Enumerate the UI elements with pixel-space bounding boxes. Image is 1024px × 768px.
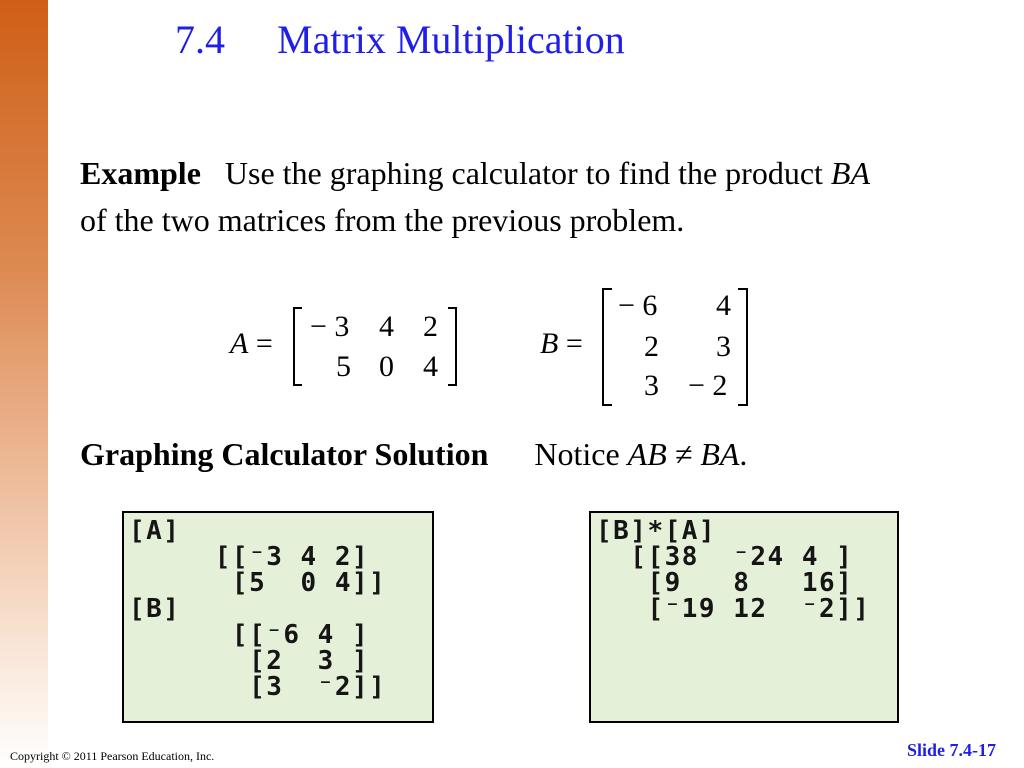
calc-line: [B]*[A] [596,516,717,546]
matrix-b-cell: 2 [644,330,659,363]
matrix-a-cell: 4 [423,350,438,383]
example-text-before: Use the graphing calculator to find the product [224,155,831,191]
matrix-b-equals: = [565,327,583,360]
accent-sidebar [0,0,48,768]
notice-word: Notice [534,436,628,472]
matrix-a-cell: 4 [379,310,394,343]
calc-line: [B] [129,594,181,624]
matrix-a-cell: 5 [336,350,351,383]
solution-line [80,436,747,473]
matrix-a-cell: 0 [379,350,394,383]
calc-line: [[⁻6 4 ] [129,620,370,650]
notice-period: . [739,436,748,472]
matrix-a-equals: = [255,327,273,360]
section-title: Matrix Multiplication [277,17,625,62]
example-paragraph [80,150,890,244]
calc-line: [2 3 ] [129,646,370,676]
calc-line: [A] [129,516,181,546]
example-emphasis: BA [830,155,871,191]
copyright-notice: Copyright © 2011 Pearson Education, Inc. [10,749,215,763]
matrix-a [230,305,470,390]
calc-line: [9 8 16] [596,568,854,598]
calc-line: [⁻19 12 ⁻2]] [596,594,871,624]
notice-expression: AB ≠ BA [627,436,740,472]
solution-label: Graphing Calculator Solution [80,436,489,472]
matrix-a-cell: 2 [423,310,438,343]
calc-line: [5 0 4]] [129,568,387,598]
calculator-screen-product [589,511,899,723]
slide-number: Slide 7.4-17 [906,740,996,760]
calc-line: [[⁻3 4 2] [129,542,370,572]
section-number: 7.4 [175,17,225,62]
slide-title [175,16,625,63]
matrix-a-label: A [230,327,249,360]
calc-line: [[38 ⁻24 4 ] [596,542,854,572]
matrix-b-cell: 3 [644,369,659,402]
matrix-b-cell: − 2 [688,369,728,402]
matrix-b-cell: 3 [716,330,731,363]
matrix-b-cell: 4 [716,289,731,322]
example-text-after: of the two matrices from the previous problem. [80,202,685,238]
matrix-b-label: B [540,327,559,360]
calculator-screen-matrices [122,511,434,723]
calc-line: [3 ⁻2]] [129,672,387,702]
matrix-a-cell: − 3 [310,310,350,343]
matrix-b-cell: − 6 [618,289,658,322]
example-label: Example [80,155,201,191]
matrix-b [540,285,760,410]
